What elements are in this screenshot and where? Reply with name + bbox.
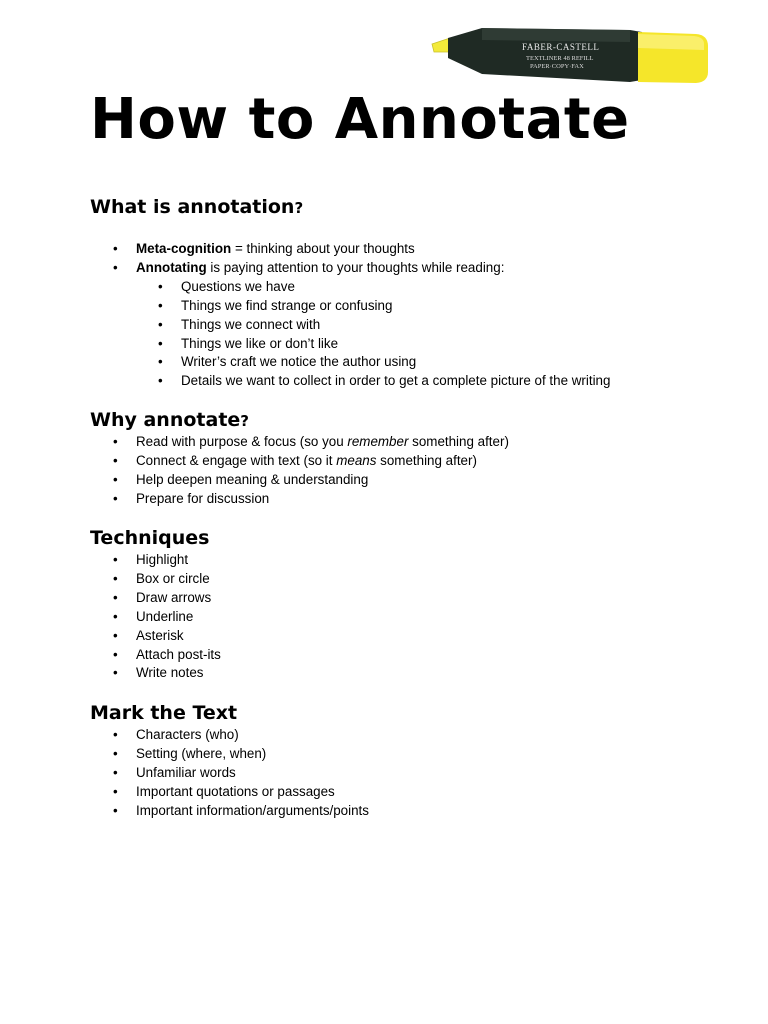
why-item-2-emphasis: means (336, 452, 377, 468)
list-item: • Setting (where, when) (0, 745, 700, 764)
section-why-list (0, 433, 700, 509)
list-item: • Characters (who) (0, 726, 700, 745)
term-metacognition: Meta-cognition (136, 241, 232, 256)
section-mark-title: Mark the Text (90, 702, 238, 724)
section-what-title (90, 195, 303, 220)
list-item: • Write notes (0, 664, 700, 683)
why-item-1-emphasis: remember (347, 434, 409, 449)
list-item: • Prepare for discussion (0, 490, 700, 509)
list-item: • Attach post-its (0, 646, 700, 665)
term-annotating-def: is paying attention to your thoughts while reading: (206, 259, 505, 275)
list-item: • Draw arrows (0, 589, 700, 608)
list-item (0, 452, 700, 471)
sub-list-item: • Writer’s craft we notice the author using (0, 353, 700, 372)
sub-list-item: • Details we want to collect in order to get a complete picture of the writing (0, 372, 700, 391)
list-item: • Unfamiliar words (0, 764, 700, 783)
sub-list-item: • Things we find strange or confusing (0, 297, 700, 316)
sub-list-item: • Things we like or don’t like (0, 335, 700, 354)
list-item (0, 433, 700, 452)
why-item-1-tail: something after) (408, 434, 509, 449)
list-item: • Highlight (0, 551, 700, 570)
term-metacognition-def: = thinking about your thoughts (231, 241, 415, 256)
marker-line1: TEXTLINER 48 REFILL (526, 55, 594, 62)
term-annotating: Annotating (136, 259, 207, 275)
list-item: • Box or circle (0, 570, 700, 589)
list-item: • Important information/arguments/points (0, 802, 700, 821)
section-what-title-text: What is annotation (90, 196, 295, 218)
list-item: • Underline (0, 608, 700, 627)
page-title: How to Annotate (90, 87, 630, 152)
sub-list-item: • Questions we have (0, 278, 700, 297)
section-why-qmark: ? (240, 412, 249, 430)
section-what-list (0, 240, 700, 391)
section-mark-list (0, 726, 700, 821)
why-item-2-text: Connect & engage with text (so it (136, 452, 337, 468)
section-what-qmark: ? (294, 199, 304, 217)
section-why-title (90, 408, 249, 433)
why-item-1-text: Read with purpose & focus (so you (136, 434, 348, 449)
list-item (0, 259, 700, 278)
section-why-title-text: Why annotate (90, 409, 241, 431)
list-item: • Asterisk (0, 627, 700, 646)
section-techniques-list (0, 551, 700, 683)
list-item (0, 240, 700, 259)
list-item: • Important quotations or passages (0, 783, 700, 802)
section-techniques-title: Techniques (90, 527, 210, 549)
marker-line2: PAPER·COPY·FAX (530, 63, 584, 70)
marker-brand: FABER-CASTELL (522, 42, 600, 52)
sub-list-item: • Things we connect with (0, 316, 700, 335)
highlighter-marker-icon (430, 22, 710, 88)
marker-tip (432, 38, 450, 52)
why-item-2-tail: something after) (376, 452, 477, 468)
list-item: • Help deepen meaning & understanding (0, 471, 700, 490)
